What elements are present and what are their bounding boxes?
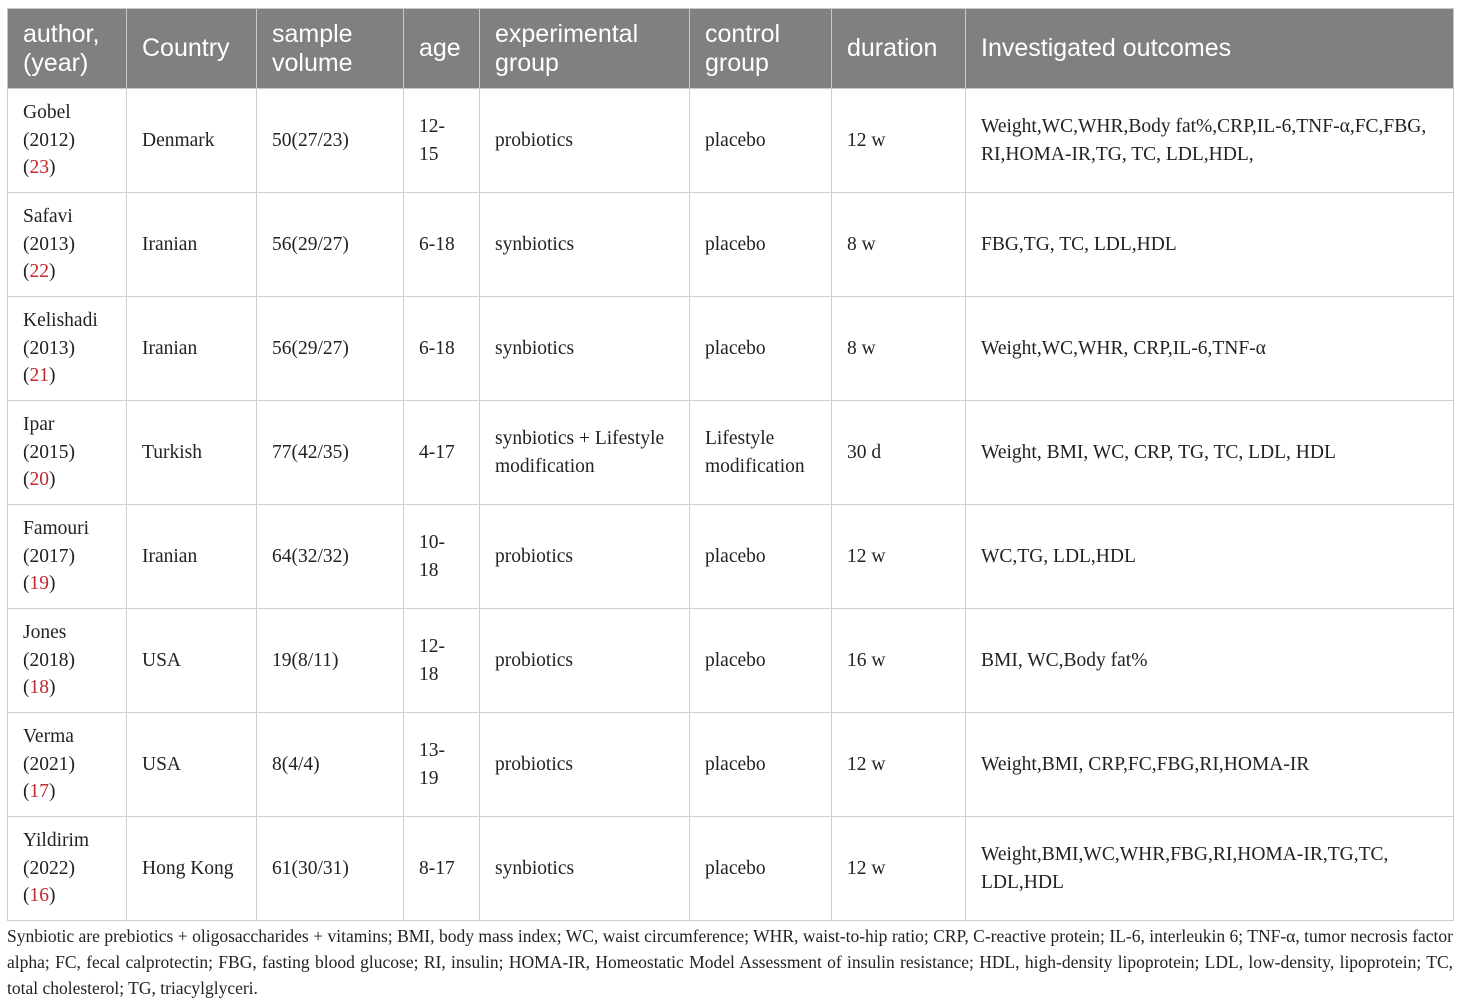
reference-citation[interactable] <box>23 362 118 390</box>
study-author: Jones <box>23 622 67 644</box>
author-cell <box>8 505 127 609</box>
study-year: (2013) <box>23 337 75 359</box>
country-cell: USA <box>127 609 257 713</box>
table-row <box>8 817 1454 921</box>
experimental-group-cell: synbiotics + Lifestyle modification <box>480 401 690 505</box>
sample-volume-cell: 77(42/35) <box>257 401 404 505</box>
experimental-group-cell: probiotics <box>480 609 690 713</box>
author-cell <box>8 193 127 297</box>
sample-volume-cell: 56(29/27) <box>257 297 404 401</box>
experimental-group-cell: synbiotics <box>480 817 690 921</box>
investigated-outcomes-cell: FBG,TG, TC, LDL,HDL <box>966 193 1454 297</box>
experimental-group-cell: probiotics <box>480 89 690 193</box>
country-cell: Iranian <box>127 193 257 297</box>
control-group-cell: placebo <box>690 193 832 297</box>
reference-citation[interactable] <box>23 466 118 494</box>
reference-link[interactable]: 20 <box>29 469 49 491</box>
duration-cell: 12 w <box>832 713 966 817</box>
age-cell: 6-18 <box>404 193 480 297</box>
duration-cell: 30 d <box>832 401 966 505</box>
country-cell: Turkish <box>127 401 257 505</box>
duration-cell: 16 w <box>832 609 966 713</box>
country-cell: Hong Kong <box>127 817 257 921</box>
control-group-cell: placebo <box>690 89 832 193</box>
table-row <box>8 89 1454 193</box>
experimental-group-cell: probiotics <box>480 713 690 817</box>
duration-cell: 12 w <box>832 817 966 921</box>
reference-link[interactable]: 23 <box>29 157 49 179</box>
sample-volume-cell: 50(27/23) <box>257 89 404 193</box>
reference-citation[interactable] <box>23 154 118 182</box>
study-author: Famouri <box>23 518 90 540</box>
header-investigated-outcomes: Investigated outcomes <box>966 9 1454 89</box>
age-cell: 4-17 <box>404 401 480 505</box>
study-year: (2018) <box>23 649 75 671</box>
study-author: Ipar <box>23 414 55 436</box>
study-author: Kelishadi <box>23 310 98 332</box>
experimental-group-cell: synbiotics <box>480 193 690 297</box>
age-cell: 12-15 <box>404 89 480 193</box>
control-group-cell: placebo <box>690 505 832 609</box>
reference-citation[interactable] <box>23 674 118 702</box>
investigated-outcomes-cell: Weight, BMI, WC, CRP, TG, TC, LDL, HDL <box>966 401 1454 505</box>
table-header <box>8 9 1454 89</box>
study-characteristics-table <box>7 8 1454 921</box>
experimental-group-cell: synbiotics <box>480 297 690 401</box>
study-year: (2015) <box>23 441 75 463</box>
reference-link[interactable]: 17 <box>29 781 49 803</box>
duration-cell: 8 w <box>832 297 966 401</box>
study-year: (2022) <box>23 857 75 879</box>
investigated-outcomes-cell: Weight,BMI, CRP,FC,FBG,RI,HOMA-IR <box>966 713 1454 817</box>
country-cell: USA <box>127 713 257 817</box>
study-year: (2017) <box>23 545 75 567</box>
table-row <box>8 609 1454 713</box>
table-row <box>8 401 1454 505</box>
sample-volume-cell: 64(32/32) <box>257 505 404 609</box>
control-group-cell: Lifestyle modification <box>690 401 832 505</box>
author-cell <box>8 817 127 921</box>
age-cell: 6-18 <box>404 297 480 401</box>
country-cell: Denmark <box>127 89 257 193</box>
control-group-cell: placebo <box>690 297 832 401</box>
author-cell <box>8 297 127 401</box>
header-author-year: author, (year) <box>8 9 127 89</box>
study-author: Verma <box>23 726 74 748</box>
sample-volume-cell: 61(30/31) <box>257 817 404 921</box>
age-cell: 8-17 <box>404 817 480 921</box>
table-row <box>8 297 1454 401</box>
header-age: age <box>404 9 480 89</box>
author-cell <box>8 713 127 817</box>
duration-cell: 12 w <box>832 89 966 193</box>
reference-link[interactable]: 21 <box>29 365 49 387</box>
header-duration: duration <box>832 9 966 89</box>
study-author: Gobel <box>23 102 71 124</box>
investigated-outcomes-cell: BMI, WC,Body fat% <box>966 609 1454 713</box>
investigated-outcomes-cell: Weight,WC,WHR,Body fat%,CRP,IL-6,TNF-α,FC,FBG, RI,HOMA-IR,TG, TC, LDL,HDL, <box>966 89 1454 193</box>
age-cell: 13-19 <box>404 713 480 817</box>
header-control-group: control group <box>690 9 832 89</box>
sample-volume-cell: 19(8/11) <box>257 609 404 713</box>
reference-link[interactable]: 19 <box>29 573 49 595</box>
header-sample-volume: sample volume <box>257 9 404 89</box>
study-year: (2021) <box>23 753 75 775</box>
investigated-outcomes-cell: Weight,BMI,WC,WHR,FBG,RI,HOMA-IR,TG,TC, LDL,HDL <box>966 817 1454 921</box>
control-group-cell: placebo <box>690 609 832 713</box>
table-row <box>8 713 1454 817</box>
study-year: (2012) <box>23 129 75 151</box>
experimental-group-cell: probiotics <box>480 505 690 609</box>
header-experimental-group: experimental group <box>480 9 690 89</box>
study-author: Yildirim <box>23 830 90 852</box>
author-cell <box>8 609 127 713</box>
reference-citation[interactable] <box>23 570 118 598</box>
duration-cell: 12 w <box>832 505 966 609</box>
investigated-outcomes-cell: WC,TG, LDL,HDL <box>966 505 1454 609</box>
investigated-outcomes-cell: Weight,WC,WHR, CRP,IL-6,TNF-α <box>966 297 1454 401</box>
reference-citation[interactable] <box>23 258 118 286</box>
control-group-cell: placebo <box>690 713 832 817</box>
table-row <box>8 505 1454 609</box>
control-group-cell: placebo <box>690 817 832 921</box>
study-author: Safavi <box>23 206 73 228</box>
header-country: Country <box>127 9 257 89</box>
country-cell: Iranian <box>127 505 257 609</box>
reference-citation[interactable] <box>23 778 118 806</box>
country-cell: Iranian <box>127 297 257 401</box>
duration-cell: 8 w <box>832 193 966 297</box>
reference-link[interactable]: 18 <box>29 677 49 699</box>
reference-link[interactable]: 16 <box>29 885 49 907</box>
sample-volume-cell: 56(29/27) <box>257 193 404 297</box>
study-year: (2013) <box>23 233 75 255</box>
reference-citation[interactable] <box>23 882 118 910</box>
reference-link[interactable]: 22 <box>29 261 49 283</box>
author-cell <box>8 89 127 193</box>
author-cell <box>8 401 127 505</box>
table-footnote: Synbiotic are prebiotics + oligosaccharides + vitamins; BMI, body mass index; WC, waist circumference; WHR, waist-to-hip ratio; CRP, C-reactive protein; IL-6, interleukin 6; TNF-α, tumor necrosis factor alpha; FC, fecal calprotectin; FBG, fasting blood glucose; RI, insulin; HOMA-IR, Homeostatic Model Assessment of insulin resistance; HDL, high-density lipoprotein; LDL, low-density, lipoprotein; TC, total cholesterol; TG, triacylglyceri. <box>7 926 1453 998</box>
table-row <box>8 193 1454 297</box>
table-body <box>8 89 1454 921</box>
age-cell: 12-18 <box>404 609 480 713</box>
age-cell: 10-18 <box>404 505 480 609</box>
header-row <box>8 9 1454 89</box>
sample-volume-cell: 8(4/4) <box>257 713 404 817</box>
